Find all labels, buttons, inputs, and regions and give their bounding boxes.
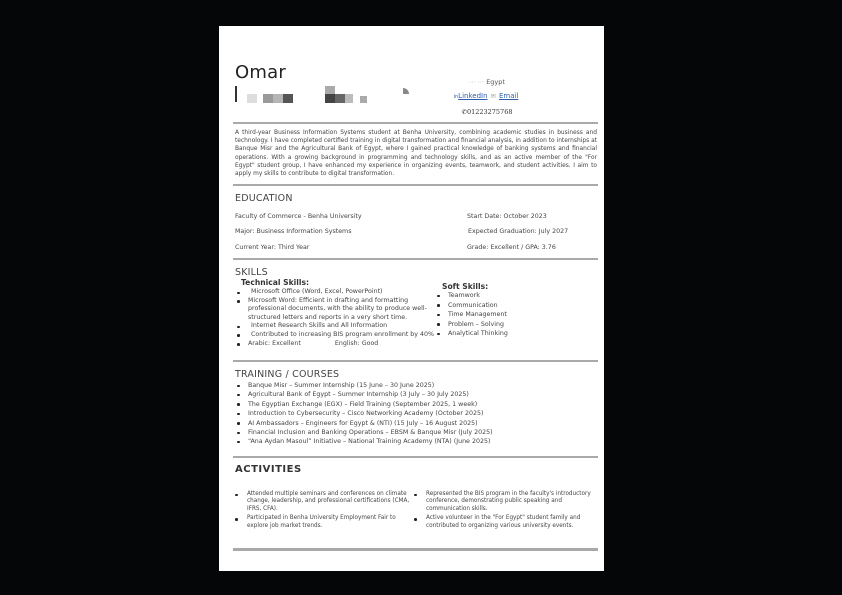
activities-list-right — [412, 491, 594, 532]
location: ⋯ ⋯ Egypt — [469, 78, 505, 86]
profile-summary: A third-year Business Information Systems student at Benha University, combining academic studies in business and technology. I have completed certified training in digital transformation and financial analysis, in addition to internships at Banque Misr and the Agricultural Bank of Egypt, where I gained practical knowledge of banking systems and financial operations. With a growing background in programming and technology skills, and as an active member of the "For Egypt" student group, I have enhanced my experience in organizing events, teamwork, and student activities. I aim to apply my skills to contribute to digital transformation. — [235, 130, 597, 178]
list-item: Participated in Benha University Employment Fair to explore job market trends. — [233, 515, 413, 530]
list-item: Represented the BIS program in the faculty's introductory conference, demonstrating public speaking and communication skills. — [412, 491, 594, 513]
education-faculty: Faculty of Commerce - Benha University — [235, 213, 362, 220]
list-item: Introduction to Cybersecurity – Cisco Networking Academy (October 2025) — [235, 409, 535, 418]
education-major: Major: Business Information Systems — [235, 228, 352, 235]
list-item: Analytical Thinking — [435, 329, 585, 339]
divider — [233, 548, 598, 551]
divider — [233, 258, 598, 260]
list-item: Attended multiple seminars and conferences on climate change, leadership, and professional certifications (CMA, IFRS, CFA). — [233, 491, 413, 513]
list-item: Teamwork — [435, 291, 585, 301]
list-item: Microsoft Office (Word, Excel, PowerPoint) — [235, 288, 441, 297]
list-item: The Egyptian Exchange (EGX) – Field Training (September 2025, 1 week) — [235, 400, 535, 409]
training-heading: TRAINING / COURSES — [235, 369, 340, 380]
soft-skills-list — [435, 291, 585, 339]
email-link[interactable]: Email — [498, 92, 519, 100]
divider — [233, 184, 598, 186]
linkedin-link[interactable]: LinkedIn — [458, 92, 488, 100]
list-item: AI Ambassadors – Engineers for Egypt & (NTI) (15 July – 16 August 2025) — [235, 419, 535, 428]
list-item: Contributed to increasing BIS program enrollment by 40% — [235, 331, 441, 340]
list-item: Arabic: Excellent English: Good — [235, 340, 441, 349]
list-item: Problem – Solving — [435, 320, 585, 330]
list-item: Internet Research Skills and All Information — [235, 322, 441, 331]
training-list — [235, 381, 535, 447]
technical-skills-heading: Technical Skills: — [241, 278, 309, 287]
technical-skills-list — [235, 288, 441, 348]
list-item: Agricultural Bank of Egypt – Summer Internship (3 July – 30 July 2025) — [235, 390, 535, 399]
phone-number: ✆01223275768 — [461, 108, 513, 116]
divider — [233, 456, 598, 458]
soft-skills-heading: Soft Skills: — [442, 282, 489, 291]
education-start-date: Start Date: October 2023 — [467, 213, 547, 220]
activities-list-left — [233, 491, 413, 532]
activities-heading: ACTIVITIES — [235, 464, 302, 475]
envelope-icon: ✉ — [490, 92, 496, 100]
last-name-redacted — [235, 84, 405, 106]
education-year: Current Year: Third Year — [235, 244, 310, 251]
education-grade: Grade: Excellent / GPA: 3.76 — [467, 244, 556, 251]
list-item: Active volunteer in the "For Egypt" student family and contributed to organizing various university events. — [412, 515, 594, 530]
contact-links — [441, 92, 531, 100]
education-heading: EDUCATION — [235, 193, 293, 204]
divider — [233, 360, 598, 362]
list-item: “Ana Aydan Masoul” Initiative – National Training Academy (NTA) (June 2025) — [235, 437, 535, 446]
education-graduation: Expected Graduation: July 2027 — [468, 228, 569, 235]
resume-page — [219, 26, 604, 571]
divider — [233, 122, 598, 124]
phone-icon: ✆ — [461, 108, 467, 116]
list-item: Time Management — [435, 310, 585, 320]
list-item: Microsoft Word: Efficient in drafting and formatting professional documents, with the ability to produce well-structured letters and reports in a very short time. — [235, 297, 441, 323]
list-item: Communication — [435, 301, 585, 311]
list-item: Financial Inclusion and Banking Operations – EBSM & Banque Misr (July 2025) — [235, 428, 535, 437]
linkedin-icon: in — [453, 94, 459, 100]
skills-heading: SKILLS — [235, 267, 268, 278]
first-name: Omar — [235, 62, 286, 83]
list-item: Banque Misr – Summer Internship (15 June – 30 June 2025) — [235, 381, 535, 390]
